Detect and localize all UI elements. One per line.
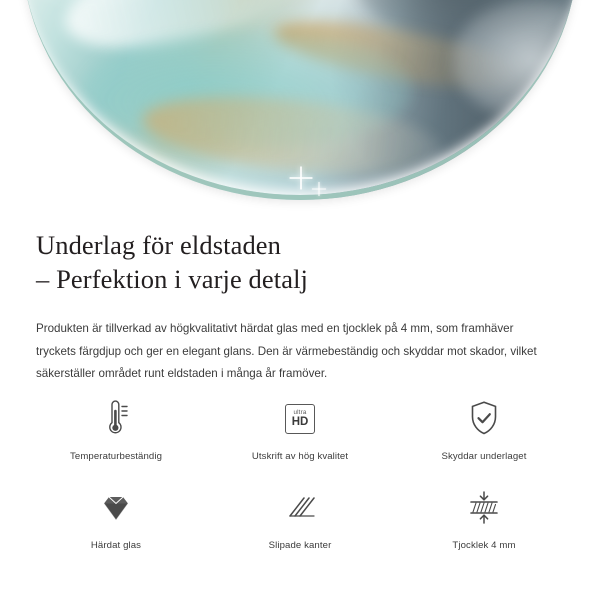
round-marble-glass-panel	[22, 0, 578, 200]
feature-label: Härdat glas	[90, 540, 142, 551]
feature-item-tempered-glass	[24, 487, 208, 551]
feature-label: Tjocklek 4 mm	[452, 540, 516, 551]
diamond-icon	[98, 487, 134, 529]
feature-label: Utskrift av hög kvalitet	[251, 451, 349, 462]
hero-image	[0, 0, 600, 215]
feature-item-thickness	[392, 487, 576, 551]
feature-item-polished-edges	[208, 487, 392, 551]
feature-item-temperature	[24, 398, 208, 462]
thickness-arrows-icon	[464, 487, 504, 529]
shield-check-icon	[467, 398, 501, 440]
headline-line-1: Underlag för eldstaden	[36, 230, 282, 260]
product-description-text: Produkten är tillverkad av högkvalitativt härdat glas med en tjocklek på 4 mm, som framhäver tryckets färgdjup och ger en elegant glans. Den är värmebeständig och skyddar mot skador, vilket säkerställer området runt eldstaden i många år framöver.	[36, 322, 537, 380]
text-block	[36, 228, 564, 386]
ultra-hd-badge-icon	[285, 398, 315, 440]
thermometer-icon	[99, 398, 133, 440]
headline-line-2: – Perfektion i varje detalj	[36, 264, 309, 294]
feature-grid	[24, 398, 576, 551]
feature-label: Temperaturbeständig	[69, 451, 163, 462]
feature-label: Slipade kanter	[268, 540, 332, 551]
feature-item-print-quality	[208, 398, 392, 462]
feature-label: Skyddar underlaget	[441, 451, 527, 462]
feature-item-surface-protection	[392, 398, 576, 462]
badge-top-text: ultra	[293, 408, 307, 416]
page-title	[36, 228, 564, 296]
polished-edges-icon	[282, 487, 318, 529]
badge-bottom-text: HD	[291, 415, 309, 428]
